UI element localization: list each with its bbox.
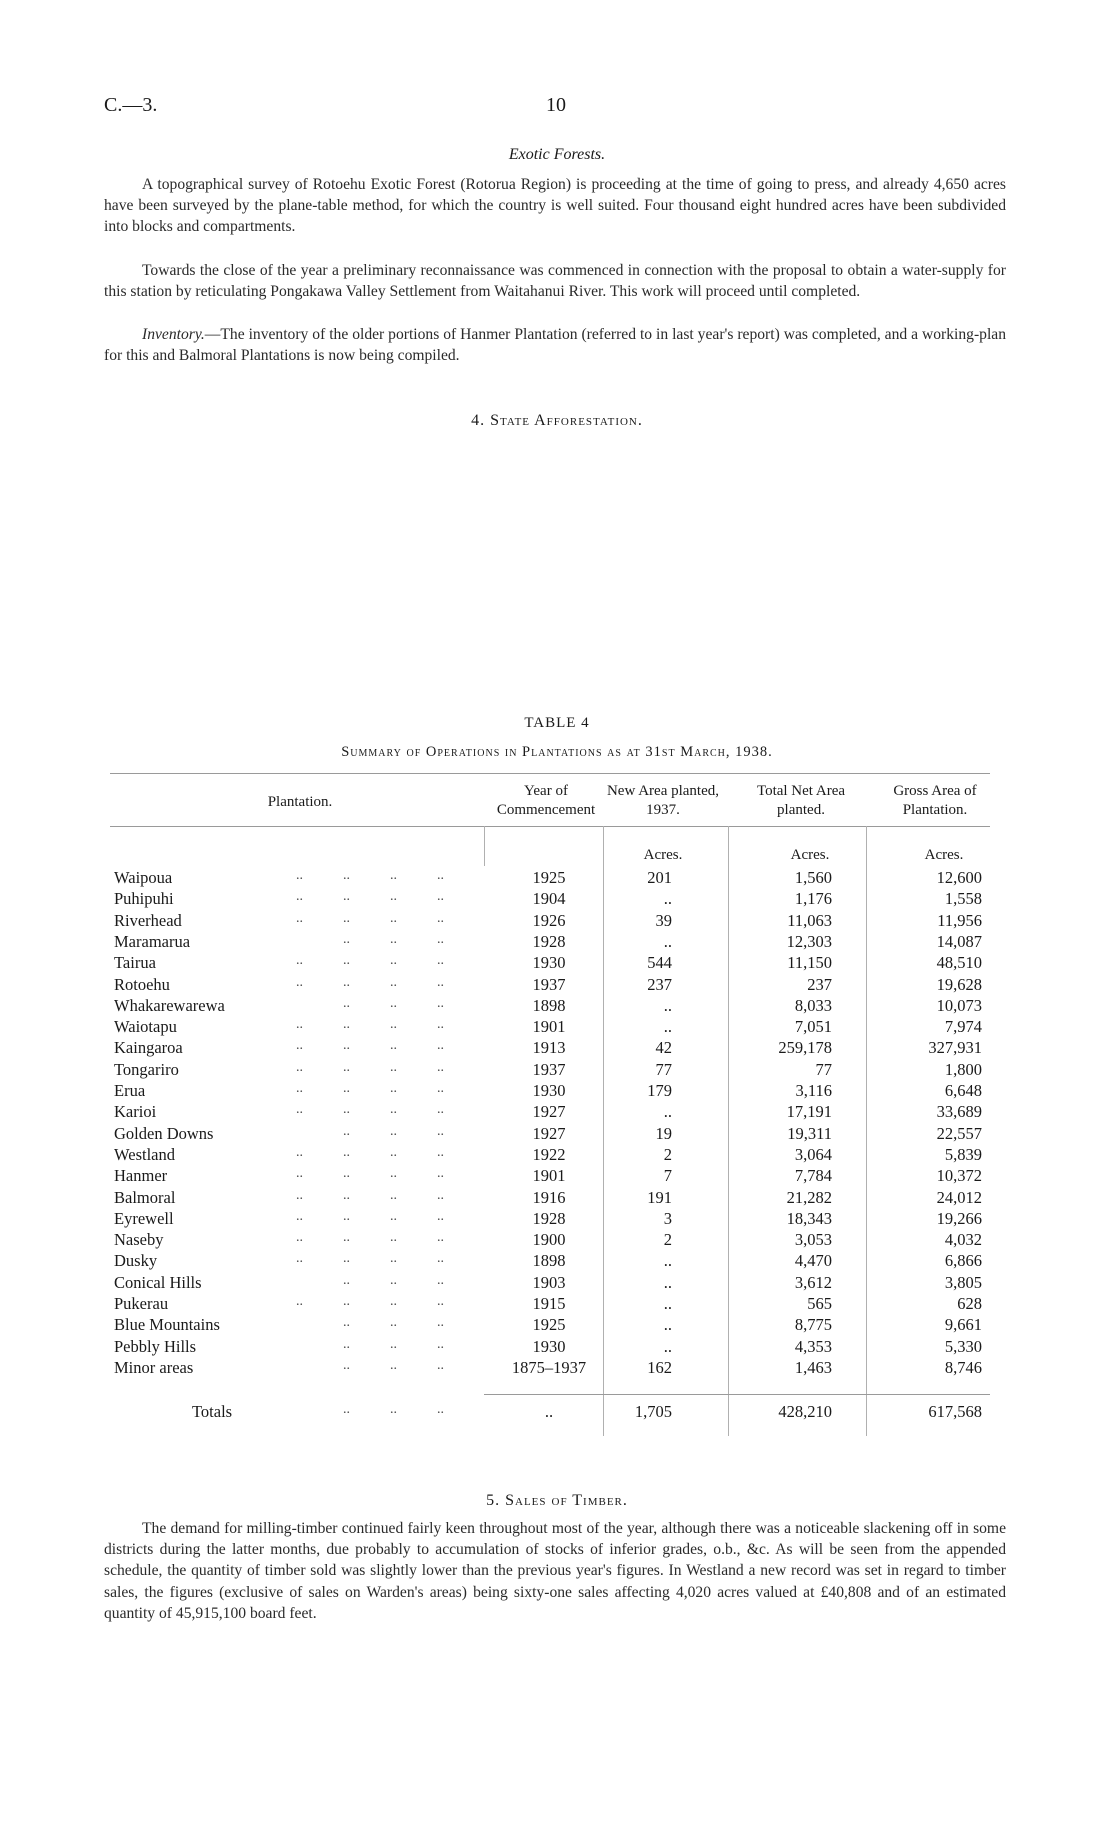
leader-dots: .. .. .. .. xyxy=(296,868,444,883)
table-subtitle: Summary of Operations in Plantations as at 31st March, 1938. xyxy=(341,744,773,760)
table-top-rule xyxy=(110,773,990,774)
gross-area: 19,628 xyxy=(936,974,982,994)
plantation-name: Karioi xyxy=(114,1102,157,1122)
header-bottom-rule xyxy=(110,826,990,827)
gross-area: 628 xyxy=(957,1294,982,1313)
leader-dots: .. .. .. .. xyxy=(296,1144,444,1160)
column-header-net-area: Total Net Area planted. xyxy=(756,783,846,818)
plantation-name: Riverhead xyxy=(114,910,182,930)
plantation-name: Balmoral xyxy=(114,1187,176,1207)
table-row xyxy=(0,1166,1114,1187)
plantation-name: Maramarua xyxy=(114,931,191,951)
gross-area: 3,805 xyxy=(944,1272,982,1292)
gross-area: 10,372 xyxy=(936,1166,982,1186)
column-header-year: Year of Commencement xyxy=(496,783,596,818)
year-of-commencement: 1903 xyxy=(532,1272,566,1292)
table-row xyxy=(0,1060,1114,1081)
gross-area: 6,866 xyxy=(944,1251,982,1271)
total-net-area: 3,116 xyxy=(795,1081,832,1100)
new-area-planted: .. xyxy=(663,1272,672,1292)
plantation-name: Westland xyxy=(114,1144,175,1164)
plantation-name: Pebbly Hills xyxy=(114,1336,197,1356)
year-of-commencement: 1937 xyxy=(532,974,566,994)
table-row xyxy=(0,1251,1114,1272)
table-row xyxy=(0,1038,1114,1059)
total-net-area: 11,150 xyxy=(787,953,832,973)
leader-dots: .. .. .. xyxy=(343,1402,444,1417)
leader-dots: .. .. .. xyxy=(343,1272,444,1288)
leader-dots: .. .. .. xyxy=(343,931,444,947)
plantation-name: Puhipuhi xyxy=(114,889,174,909)
table-row xyxy=(0,1230,1114,1251)
year-of-commencement: 1925 xyxy=(532,1315,566,1335)
year-of-commencement: 1898 xyxy=(532,1251,566,1271)
totals-year: .. xyxy=(544,1402,554,1421)
table-totals-row xyxy=(0,1402,1114,1423)
year-of-commencement: 1937 xyxy=(532,1059,566,1079)
new-area-planted: 2 xyxy=(663,1230,672,1250)
paragraph-lead: Inventory. xyxy=(142,326,205,343)
section-heading-exotic-forests: Exotic Forests. xyxy=(508,146,606,163)
gross-area: 33,689 xyxy=(936,1102,982,1122)
new-area-planted: .. xyxy=(663,889,672,909)
new-area-planted: 42 xyxy=(655,1038,672,1058)
table-row xyxy=(0,975,1114,996)
plantation-name: Tongariro xyxy=(114,1059,179,1079)
table-row xyxy=(0,1124,1114,1145)
leader-dots: .. .. .. .. xyxy=(296,1230,444,1246)
section-heading-sales-of-timber: 5. Sales of Timber. xyxy=(486,1492,628,1509)
gross-area: 19,266 xyxy=(936,1208,982,1228)
table-row xyxy=(0,1145,1114,1166)
column-divider xyxy=(484,826,485,866)
leader-dots: .. .. .. .. xyxy=(296,910,444,926)
paragraph-text: —The inventory of the older portions of Hanmer Plantation (referred to in last year's report) was completed, and a working-plan for this and Balmoral Plantations is now being compiled. xyxy=(104,326,1006,365)
total-net-area: 8,033 xyxy=(794,995,832,1015)
total-net-area: 17,191 xyxy=(786,1102,832,1122)
gross-area: 14,087 xyxy=(936,931,982,951)
table-row xyxy=(0,1337,1114,1358)
units-gross-area: Acres. xyxy=(924,847,964,863)
gross-area: 48,510 xyxy=(936,953,982,973)
paragraph-text: The demand for milling-timber continued fairly keen throughout most of the year, although there was a noticeable slackening off in some districts during the latter months, due probably to accumulation of stocks of inferior grades, o.b., &c. As will be seen from the appended schedule, the quantity of timber sold was slightly lower than the previous year's figures. In Westland a new record was set in regard to timber sales, the figures (exclusive of sales on Warden's areas) being sixty-one sales affecting 4,020 acres valued at £40,808 and of an estimated quantity of 45,915,100 board feet. xyxy=(104,1520,1006,1622)
plantation-name: Whakarewarewa xyxy=(114,995,225,1015)
units-new-area: Acres. xyxy=(643,847,683,863)
table-row xyxy=(0,911,1114,932)
table-row xyxy=(0,1081,1114,1102)
leader-dots: .. .. .. .. xyxy=(296,1187,444,1203)
year-of-commencement: 1898 xyxy=(532,995,566,1015)
leader-dots: .. .. .. .. xyxy=(296,953,444,969)
totals-new-area: 1,705 xyxy=(634,1402,672,1421)
total-net-area: 1,463 xyxy=(794,1357,832,1377)
paragraph-text: Towards the close of the year a preliminary reconnaissance was commenced in connection with the proposal to obtain a water-supply for this station by reticulating Pongakawa Valley Settlement from Waitahanui River. This work will proceed until completed. xyxy=(104,262,1006,301)
new-area-planted: .. xyxy=(663,1017,672,1037)
column-header-gross-area: Gross Area of Plantation. xyxy=(893,783,977,818)
total-net-area: 3,053 xyxy=(794,1230,832,1250)
gross-area: 24,012 xyxy=(936,1187,982,1207)
leader-dots: .. .. .. .. xyxy=(296,889,444,905)
new-area-planted: 77 xyxy=(655,1059,672,1079)
total-net-area: 1,560 xyxy=(794,868,832,887)
gross-area: 8,746 xyxy=(944,1357,982,1377)
leader-dots: .. .. .. xyxy=(343,1357,444,1373)
new-area-planted: .. xyxy=(663,1336,672,1356)
table-row xyxy=(0,953,1114,974)
totals-label: Totals xyxy=(192,1402,233,1421)
year-of-commencement: 1925 xyxy=(532,868,566,887)
leader-dots: .. .. .. .. xyxy=(296,1081,444,1096)
table-row xyxy=(0,1209,1114,1230)
new-area-planted: 7 xyxy=(663,1166,672,1186)
column-header-plantation: Plantation. xyxy=(267,794,333,810)
year-of-commencement: 1927 xyxy=(532,1102,566,1122)
gross-area: 22,557 xyxy=(936,1123,982,1143)
gross-area: 6,648 xyxy=(944,1081,982,1100)
plantation-name: Naseby xyxy=(114,1230,164,1250)
leader-dots: .. .. .. xyxy=(343,1123,444,1139)
plantation-name: Golden Downs xyxy=(114,1123,214,1143)
new-area-planted: 237 xyxy=(647,974,672,994)
year-of-commencement: 1875–1937 xyxy=(511,1357,587,1377)
gross-area: 10,073 xyxy=(936,995,982,1015)
year-of-commencement: 1927 xyxy=(532,1123,566,1143)
year-of-commencement: 1915 xyxy=(532,1294,566,1313)
table-row xyxy=(0,889,1114,910)
total-net-area: 3,612 xyxy=(794,1272,832,1292)
total-net-area: 18,343 xyxy=(786,1208,832,1228)
table-row xyxy=(0,1102,1114,1123)
plantation-name: Rotoehu xyxy=(114,974,170,994)
year-of-commencement: 1916 xyxy=(532,1187,566,1207)
table-row xyxy=(0,932,1114,953)
plantation-name: Waipoua xyxy=(114,868,173,887)
table-row xyxy=(0,996,1114,1017)
new-area-planted: 39 xyxy=(655,910,672,930)
table-row xyxy=(0,1188,1114,1209)
document-reference: C.—3. xyxy=(104,94,158,116)
year-of-commencement: 1901 xyxy=(532,1017,566,1037)
plantation-name: Tairua xyxy=(114,953,156,973)
new-area-planted: .. xyxy=(663,1294,672,1313)
leader-dots: .. .. .. .. xyxy=(296,974,444,990)
total-net-area: 19,311 xyxy=(787,1123,832,1143)
plantation-name: Dusky xyxy=(114,1251,158,1271)
totals-rule xyxy=(484,1394,990,1395)
new-area-planted: .. xyxy=(663,1251,672,1271)
table-row xyxy=(0,1358,1114,1379)
total-net-area: 7,784 xyxy=(794,1166,832,1186)
leader-dots: .. .. .. .. xyxy=(296,1059,444,1075)
new-area-planted: 162 xyxy=(647,1357,672,1377)
total-net-area: 77 xyxy=(815,1059,832,1079)
new-area-planted: 179 xyxy=(647,1081,672,1100)
table-row xyxy=(0,1294,1114,1315)
total-net-area: 565 xyxy=(807,1294,832,1313)
leader-dots: .. .. .. xyxy=(343,1336,444,1352)
gross-area: 11,956 xyxy=(937,910,982,930)
leader-dots: .. .. .. .. xyxy=(296,1294,444,1309)
total-net-area: 3,064 xyxy=(794,1144,832,1164)
new-area-planted: .. xyxy=(663,1315,672,1335)
leader-dots: .. .. .. .. xyxy=(296,1251,444,1267)
gross-area: 7,974 xyxy=(944,1017,982,1037)
paragraph-inventory xyxy=(104,324,1006,366)
leader-dots: .. .. .. .. xyxy=(296,1208,444,1224)
year-of-commencement: 1913 xyxy=(532,1038,566,1058)
year-of-commencement: 1928 xyxy=(532,931,566,951)
year-of-commencement: 1922 xyxy=(532,1144,566,1164)
year-of-commencement: 1900 xyxy=(532,1230,566,1250)
new-area-planted: .. xyxy=(663,995,672,1015)
paragraph-exotic-1 xyxy=(104,174,1006,238)
new-area-planted: .. xyxy=(663,1102,672,1122)
total-net-area: 7,051 xyxy=(794,1017,832,1037)
total-net-area: 21,282 xyxy=(786,1187,832,1207)
gross-area: 4,032 xyxy=(944,1230,982,1250)
leader-dots: .. .. .. xyxy=(343,1315,444,1331)
total-net-area: 12,303 xyxy=(786,931,832,951)
leader-dots: .. .. .. .. xyxy=(296,1102,444,1118)
total-net-area: 11,063 xyxy=(787,910,832,930)
plantation-name: Waiotapu xyxy=(114,1017,177,1037)
table-title: TABLE 4 xyxy=(524,715,590,731)
new-area-planted: .. xyxy=(663,931,672,951)
gross-area: 1,558 xyxy=(944,889,982,909)
gross-area: 5,330 xyxy=(944,1336,982,1356)
plantation-name: Pukerau xyxy=(114,1294,169,1313)
new-area-planted: 2 xyxy=(663,1144,672,1164)
plantation-name: Blue Mountains xyxy=(114,1315,220,1335)
year-of-commencement: 1928 xyxy=(532,1208,566,1228)
paragraph-text: A topographical survey of Rotoehu Exotic Forest (Rotorua Region) is proceeding at the time of going to press, and already 4,650 acres have been surveyed by the plane-table method, for which the country is well suited. Four thousand eight hundred acres have been subdivided into blocks and compartments. xyxy=(104,176,1006,236)
section-heading-state-afforestation: 4. State Afforestation. xyxy=(471,412,643,429)
gross-area: 5,839 xyxy=(944,1144,982,1164)
paragraph-exotic-2 xyxy=(104,260,1006,302)
column-header-new-area: New Area planted, 1937. xyxy=(606,783,720,818)
totals-gross-area: 617,568 xyxy=(928,1402,982,1421)
plantation-name: Minor areas xyxy=(114,1357,194,1377)
table-row xyxy=(0,1273,1114,1294)
new-area-planted: 201 xyxy=(647,868,672,887)
page-number: 10 xyxy=(546,94,566,116)
total-net-area: 8,775 xyxy=(794,1315,832,1335)
paragraph-timber xyxy=(104,1518,1006,1624)
plantation-name: Eyrewell xyxy=(114,1208,174,1228)
units-net-area: Acres. xyxy=(790,847,830,863)
total-net-area: 4,470 xyxy=(794,1251,832,1271)
gross-area: 12,600 xyxy=(936,868,982,887)
year-of-commencement: 1904 xyxy=(532,889,566,909)
total-net-area: 1,176 xyxy=(794,889,832,909)
plantation-name: Kaingaroa xyxy=(114,1038,183,1058)
year-of-commencement: 1930 xyxy=(532,1336,566,1356)
plantation-name: Erua xyxy=(114,1081,146,1100)
total-net-area: 4,353 xyxy=(794,1336,832,1356)
table-row xyxy=(0,868,1114,889)
total-net-area: 259,178 xyxy=(778,1038,832,1058)
table-row xyxy=(0,1017,1114,1038)
leader-dots: .. .. .. .. xyxy=(296,1166,444,1182)
new-area-planted: 544 xyxy=(647,953,672,973)
gross-area: 9,661 xyxy=(944,1315,982,1335)
plantation-name: Conical Hills xyxy=(114,1272,202,1292)
total-net-area: 237 xyxy=(807,974,832,994)
leader-dots: .. .. .. .. xyxy=(296,1038,444,1054)
table-row xyxy=(0,1315,1114,1336)
year-of-commencement: 1930 xyxy=(532,1081,566,1100)
plantation-name: Hanmer xyxy=(114,1166,168,1186)
new-area-planted: 191 xyxy=(647,1187,672,1207)
leader-dots: .. .. .. .. xyxy=(296,1017,444,1033)
new-area-planted: 19 xyxy=(655,1123,672,1143)
gross-area: 327,931 xyxy=(928,1038,982,1058)
leader-dots: .. .. .. xyxy=(343,995,444,1011)
totals-net-area: 428,210 xyxy=(778,1402,832,1421)
year-of-commencement: 1901 xyxy=(532,1166,566,1186)
year-of-commencement: 1930 xyxy=(532,953,566,973)
gross-area: 1,800 xyxy=(944,1059,982,1079)
new-area-planted: 3 xyxy=(663,1208,672,1228)
year-of-commencement: 1926 xyxy=(532,910,566,930)
